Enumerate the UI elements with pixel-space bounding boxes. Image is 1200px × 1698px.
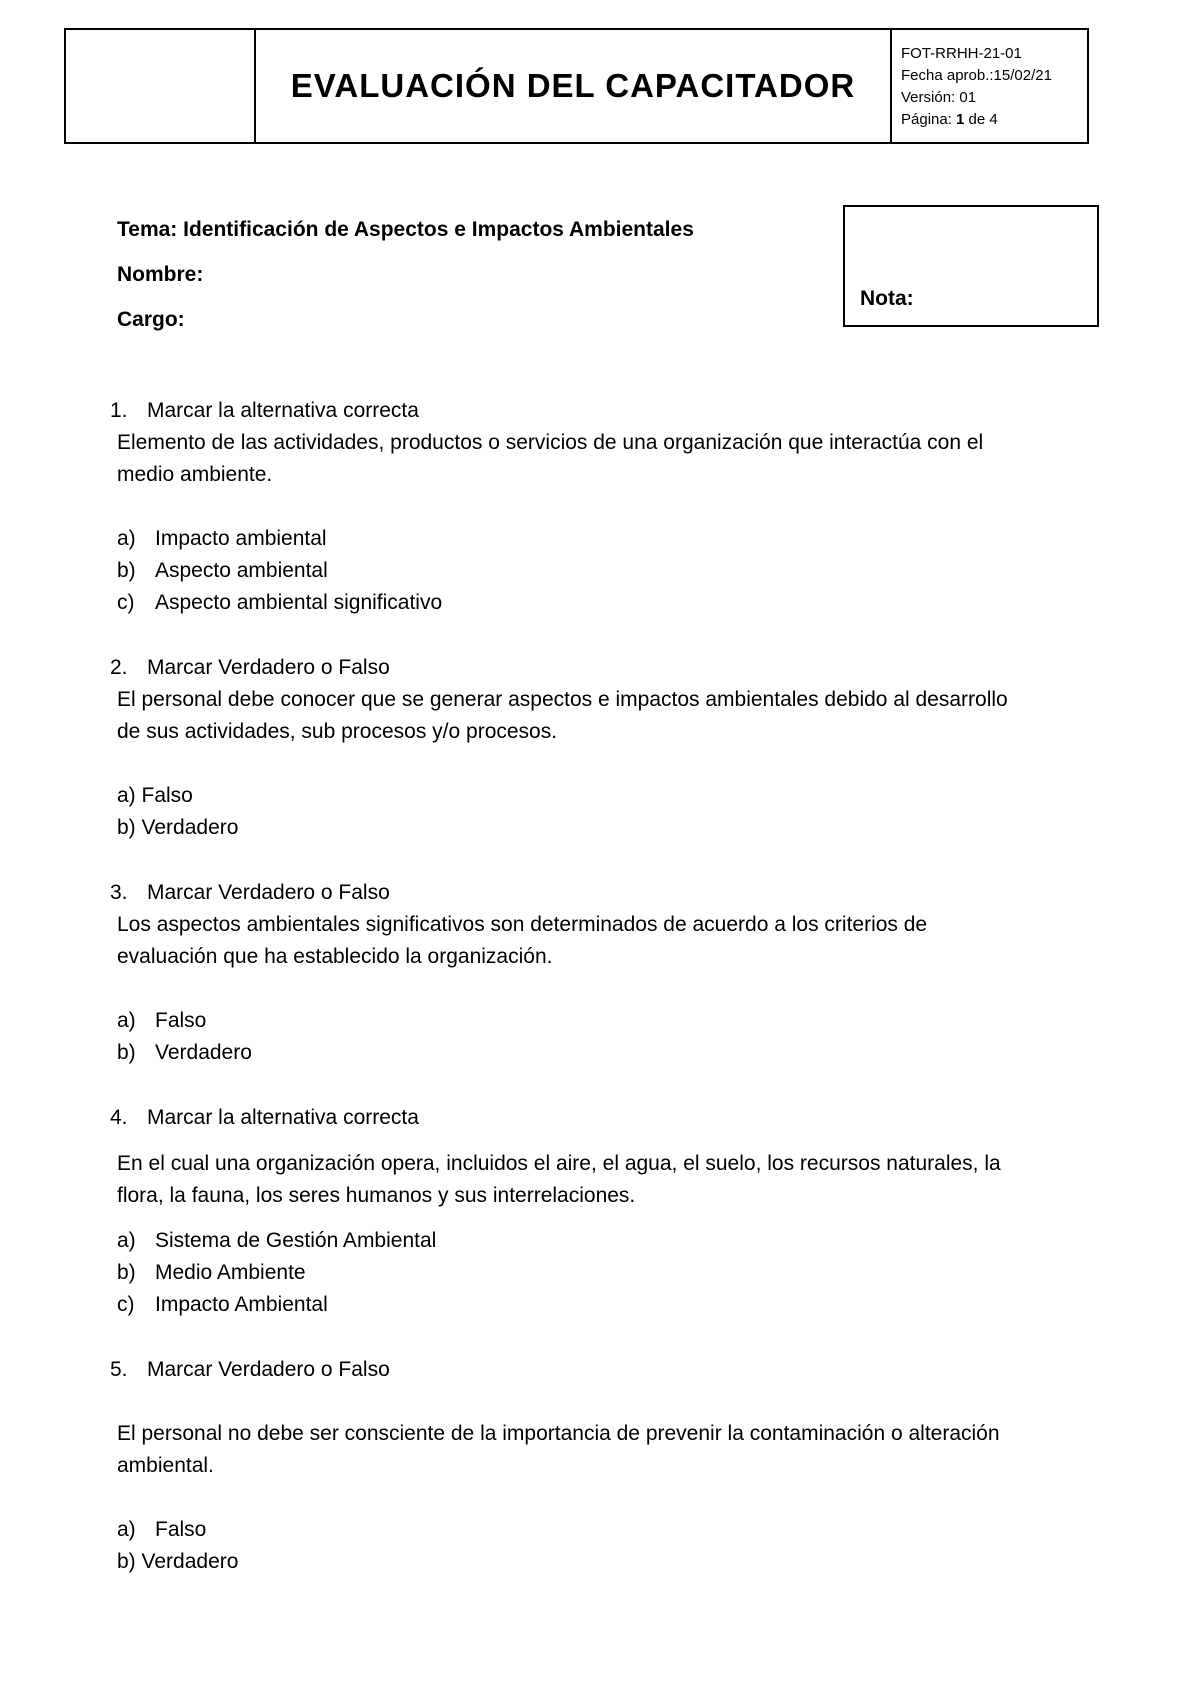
option-letter: a) [117, 527, 136, 550]
document-header [64, 28, 1089, 144]
option-letter: a) [117, 1518, 136, 1541]
option-text: Impacto Ambiental [155, 1293, 328, 1316]
question-text: Elemento de las actividades, productos o servicios de una organización que interactúa con el [117, 431, 984, 454]
option-letter: b) [117, 559, 136, 582]
question-instruction: Marcar Verdadero o Falso [147, 881, 390, 904]
option-letter: b) [117, 1261, 136, 1284]
page-number: Página: 1 de 4 [901, 111, 998, 128]
option-text: b) Verdadero [117, 816, 239, 839]
option-letter: a) [117, 1229, 136, 1252]
grade-box [843, 205, 1099, 327]
option-letter: b) [117, 1041, 136, 1064]
option-text: Falso [155, 1518, 207, 1541]
document-title: EVALUACIÓN DEL CAPACITADOR [256, 30, 892, 142]
question-instruction: Marcar Verdadero o Falso [147, 656, 390, 679]
document-code: FOT-RRHH-21-01 [901, 45, 1022, 62]
option-text: Impacto ambiental [155, 527, 327, 550]
option-text: Verdadero [155, 1041, 252, 1064]
approval-date: Fecha aprob.:15/02/21 [901, 67, 1052, 84]
option-text: b) Verdadero [117, 1550, 239, 1573]
option-text: Falso [155, 1009, 207, 1032]
option-text: Medio Ambiente [155, 1261, 306, 1284]
question-instruction: Marcar Verdadero o Falso [147, 1358, 390, 1381]
option-text: a) Falso [117, 784, 193, 807]
question-number: 4. [110, 1106, 128, 1129]
option-letter: c) [117, 1293, 135, 1316]
grade-label: Nota: [860, 287, 914, 310]
question-text: El personal debe conocer que se generar aspectos e impactos ambientales debido al desarrollo [117, 688, 1008, 711]
name-field-label: Nombre: [117, 263, 204, 286]
question-text: El personal no debe ser consciente de la importancia de prevenir la contaminación o alteración [117, 1422, 1000, 1445]
question-text: ambiental. [117, 1454, 214, 1477]
question-number: 3. [110, 881, 128, 904]
question-number: 5. [110, 1358, 128, 1381]
question-text: de sus actividades, sub procesos y/o procesos. [117, 720, 558, 743]
position-field-label: Cargo: [117, 308, 185, 331]
question-instruction: Marcar la alternativa correcta [147, 1106, 419, 1129]
question-number: 1. [110, 399, 128, 422]
option-text: Aspecto ambiental [155, 559, 328, 582]
question-text: Los aspectos ambientales significativos son determinados de acuerdo a los criterios de [117, 913, 928, 936]
question-text: evaluación que ha establecido la organización. [117, 945, 553, 968]
version: Versión: 01 [901, 89, 977, 106]
participant-info [117, 218, 694, 353]
question-instruction: Marcar la alternativa correcta [147, 399, 419, 422]
question-text: medio ambiente. [117, 463, 273, 486]
question-text: En el cual una organización opera, incluidos el aire, el agua, el suelo, los recursos naturales, la [117, 1152, 1001, 1175]
question-number: 2. [110, 656, 128, 679]
question-text: flora, la fauna, los seres humanos y sus interrelaciones. [117, 1184, 636, 1207]
document-meta [892, 30, 1087, 142]
option-letter: c) [117, 591, 135, 614]
topic: Tema: Identificación de Aspectos e Impactos Ambientales [117, 218, 694, 241]
option-letter: a) [117, 1009, 136, 1032]
option-text: Sistema de Gestión Ambiental [155, 1229, 437, 1252]
logo-cell [66, 30, 256, 142]
option-text: Aspecto ambiental significativo [155, 591, 443, 614]
